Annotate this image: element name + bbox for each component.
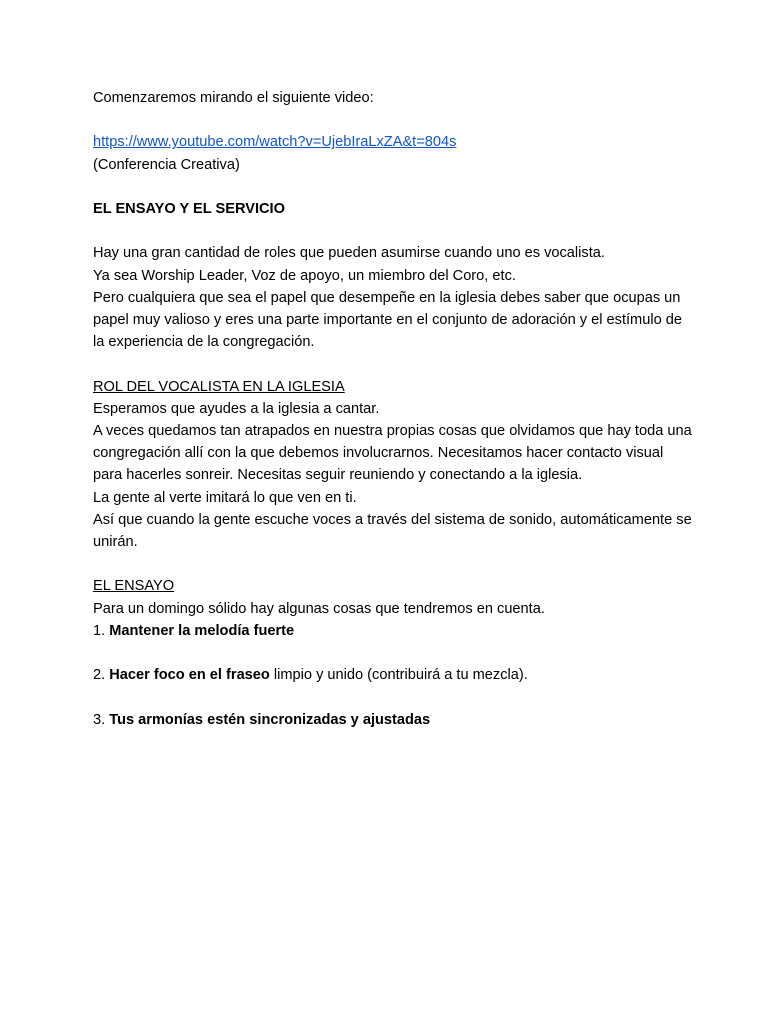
- blank-line: [93, 353, 693, 375]
- video-link-line: [93, 131, 693, 153]
- blank-line: [93, 176, 693, 198]
- document-body: [93, 87, 693, 731]
- blank-line: [93, 686, 693, 708]
- blank-line: [93, 642, 693, 664]
- list-item-rest-text: limpio y unido (contribuirá a tu mezcla).: [269, 667, 528, 684]
- paragraph-line: Para un domingo sólido hay algunas cosas que tendremos en cuenta.: [93, 600, 545, 617]
- blank-line: [93, 220, 693, 242]
- paragraph-line: La gente al verte imitará lo que ven en ti.: [93, 489, 357, 506]
- list-item-bold-text: Hacer foco en el fraseo: [109, 667, 270, 684]
- list-item-number: 3.: [93, 711, 106, 728]
- section-heading-ensayo: EL ENSAYO: [93, 578, 175, 595]
- blank-line: [93, 553, 693, 575]
- list-item: [93, 664, 693, 686]
- paragraph-line: Así que cuando la gente escuche voces a través del sistema de sonido, automáticamente se unirán.: [93, 511, 692, 550]
- blank-line: [93, 109, 693, 131]
- intro-line: Comenzaremos mirando el siguiente video:: [93, 90, 374, 106]
- list-item: [93, 709, 693, 731]
- list-item-bold-text: Mantener la melodía fuerte: [109, 622, 295, 639]
- list-item-number: 2.: [93, 667, 106, 684]
- paragraph-line: Pero cualquiera que sea el papel que desempeñe en la iglesia debes saber que ocupas un papel muy valioso y eres una parte importante en el conjunto de adoración y el estímulo de la experiencia de la congregación.: [93, 289, 682, 351]
- paragraph-line: Hay una gran cantidad de roles que pueden asumirse cuando uno es vocalista.: [93, 245, 605, 262]
- list-item-bold-text: Tus armonías estén sincronizadas y ajustadas: [109, 711, 431, 728]
- list-item: [93, 620, 693, 642]
- paragraph-line: Esperamos que ayudes a la iglesia a cantar.: [93, 400, 380, 417]
- video-link-note: (Conferencia Creativa): [93, 156, 240, 173]
- paragraph-line: Ya sea Worship Leader, Voz de apoyo, un miembro del Coro, etc.: [93, 267, 516, 284]
- section-heading-rol-vocalista: ROL DEL VOCALISTA EN LA IGLESIA: [93, 378, 345, 395]
- paragraph-line: A veces quedamos tan atrapados en nuestra propias cosas que olvidamos que hay toda una congregación allí con la que debemos involucrarnos. Necesitamos hacer contacto visual para hacerles sonreir. Necesitas seguir reuniendo y conectando a la iglesia.: [93, 422, 692, 484]
- section-heading-ensayo-servicio: EL ENSAYO Y EL SERVICIO: [93, 200, 285, 217]
- video-link[interactable]: https://www.youtube.com/watch?v=UjebIraLxZA&t=804s: [93, 134, 457, 151]
- list-item-number: 1.: [93, 622, 106, 639]
